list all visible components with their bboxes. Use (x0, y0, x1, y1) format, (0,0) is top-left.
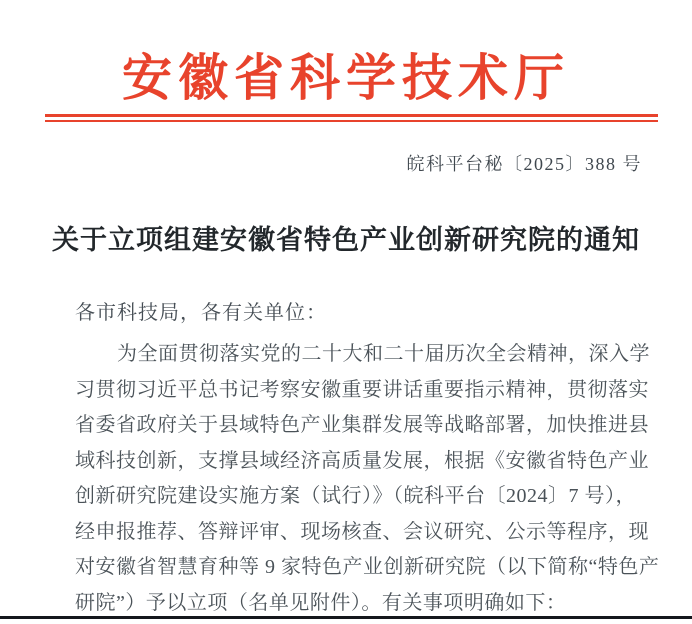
body-line: 对安徽省智慧育种等 9 家特色产业创新研究院（以下简称“特色产 (75, 556, 660, 578)
salutation-line: 各市科技局，各有关单位： (75, 302, 327, 324)
document-number: 皖科平台秘〔2025〕388 号 (406, 154, 642, 174)
document-body (0, 302, 692, 621)
body-line: 经申报推荐、答辩评审、现场核查、会议研究、公示等程序，现 (75, 520, 649, 543)
body-line: 为全面贯彻落实党的二十大和二十届历次全会精神，深入学 (117, 343, 650, 365)
letterhead-red-divider (45, 114, 658, 122)
screenshot-bottom-edge (0, 616, 692, 619)
body-line: 省委省政府关于县域特色产业集群发展等战略部署，加快推进县 (75, 414, 649, 436)
body-line: 创新研究院建设实施方案（试行）》（皖科平台〔2024〕7 号）， (75, 485, 636, 507)
body-line: 研院”）予以立项（名单见附件）。有关事项明确如下： (75, 591, 567, 614)
body-line: 域科技创新，支撑县域经济高质量发展，根据《安徽省特色产业 (75, 449, 649, 472)
body-paragraph (75, 337, 660, 621)
letterhead-agency-title: 安徽省科学技术厅 (122, 50, 570, 106)
document-title: 关于立项组建安徽省特色产业创新研究院的通知 (52, 225, 640, 255)
body-line: 习贯彻习近平总书记考察安徽重要讲话重要指示精神，贯彻落实 (75, 378, 649, 401)
